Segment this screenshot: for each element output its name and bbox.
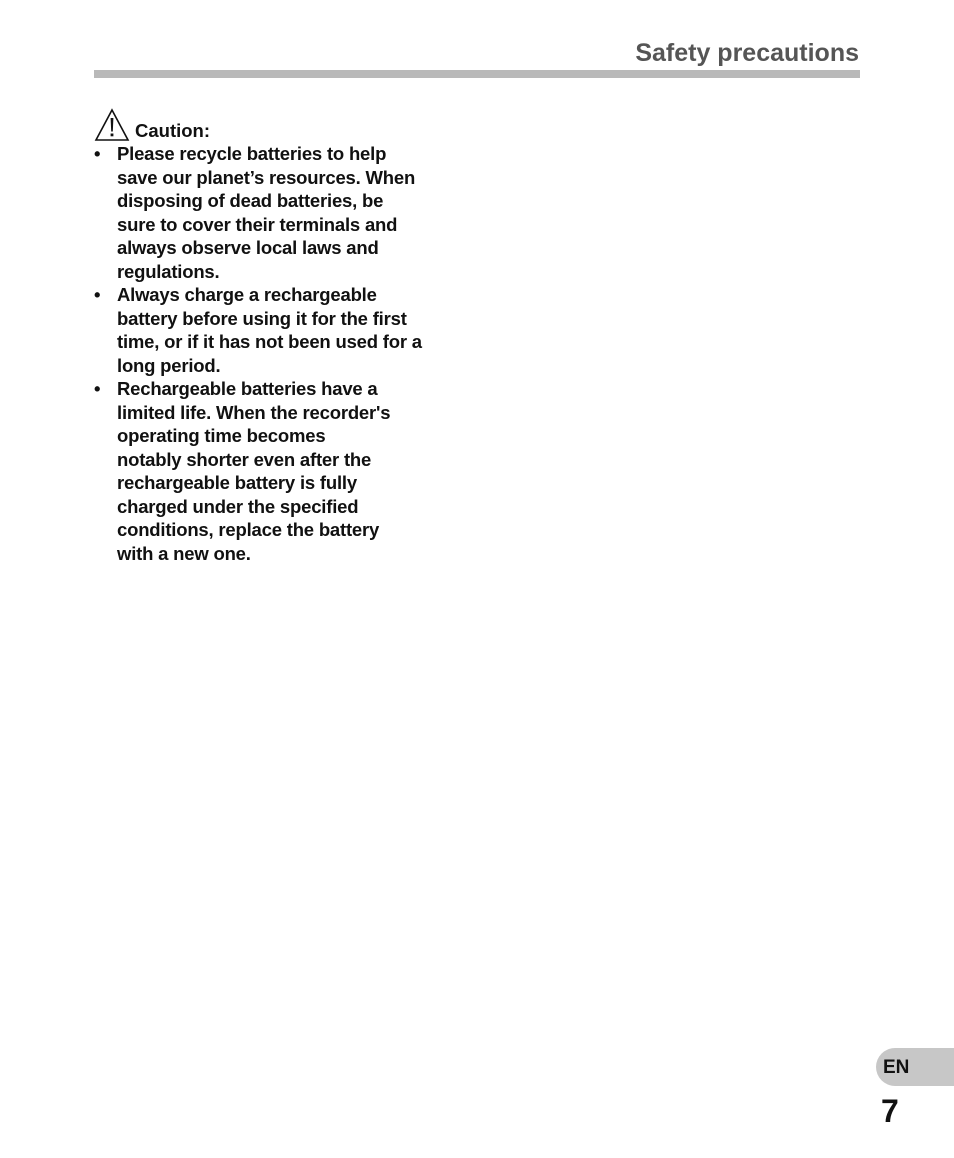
bullet-text-line: save our planet’s resources. When bbox=[117, 166, 416, 188]
bullet-marker: • bbox=[94, 143, 101, 164]
bullet-text-line: notably shorter even after the bbox=[117, 448, 372, 470]
caution-label: Caution: bbox=[135, 120, 211, 141]
bullet-text-line: limited life. When the recorder's bbox=[117, 401, 391, 423]
bullet-text-line: conditions, replace the battery bbox=[117, 519, 380, 540]
bullet-text-line: regulations. bbox=[117, 260, 220, 282]
caution-bullet-list bbox=[94, 142, 474, 565]
bullet-text-line: Rechargeable batteries have a bbox=[117, 378, 378, 399]
bullet-text-line: with a new one. bbox=[117, 542, 251, 564]
caution-heading bbox=[94, 108, 210, 142]
header-divider bbox=[94, 70, 860, 78]
bullet-text-line: long period. bbox=[117, 354, 221, 376]
bullet-item bbox=[94, 377, 474, 565]
bullet-text-line: charged under the specified bbox=[117, 495, 359, 517]
bullet-text-line: battery before using it for the first bbox=[117, 307, 407, 329]
language-label: EN bbox=[883, 1057, 910, 1078]
bullet-item bbox=[94, 283, 474, 377]
bullet-text-line: rechargeable battery is fully bbox=[117, 472, 357, 493]
bullet-text-line: sure to cover their terminals and bbox=[117, 213, 398, 235]
bullet-text-line: operating time becomes bbox=[117, 425, 326, 446]
page-number: 7 bbox=[881, 1093, 899, 1129]
bullet-text-line: Always charge a rechargeable bbox=[117, 284, 377, 305]
bullet-text-line: always observe local laws and bbox=[117, 237, 379, 258]
bullet-text-line: Please recycle batteries to help bbox=[117, 143, 387, 164]
bullet-item bbox=[94, 142, 474, 283]
page-section-title: Safety precautions bbox=[635, 39, 859, 67]
bullet-marker: • bbox=[94, 378, 101, 399]
bullet-text-line: time, or if it has not been used for a bbox=[117, 331, 422, 352]
warning-triangle-icon bbox=[94, 108, 130, 142]
bullet-text-line: disposing of dead batteries, be bbox=[117, 190, 384, 211]
bullet-marker: • bbox=[94, 284, 101, 305]
